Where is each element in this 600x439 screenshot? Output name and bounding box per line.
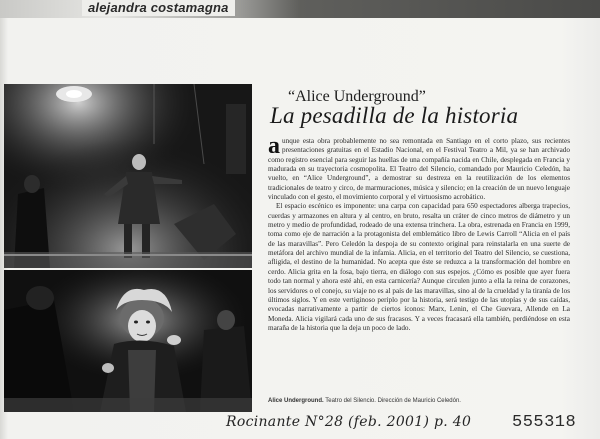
caption-credit: Teatro del Silencio. Dirección de Mauricio Celedón. <box>323 398 461 404</box>
article-body <box>268 133 570 333</box>
paragraph-1 <box>268 133 570 202</box>
author-name: alejandra costamagna <box>82 0 235 16</box>
stage-photo-top <box>4 84 252 268</box>
stage-photo-top-image <box>4 84 252 268</box>
article-headline: La pesadilla de la historia <box>270 103 519 128</box>
photo-caption <box>268 398 570 404</box>
stage-photo-bottom <box>4 270 252 412</box>
drop-cap: a <box>268 133 280 159</box>
archive-stamp-number: 555318 <box>512 413 577 432</box>
caption-title: Alice Underground. <box>268 398 324 404</box>
paragraph-1-text: unque esta obra probablemente no sea remontada en Santiago en el corto plazo, sus recientes presentaciones gratuitas en el Estadio Nacional, en el Festival Teatro a Mil, ya se han archivado como registro esencial para seguir las huellas de una compañía nacida en Chile, desplegada en Francia y madurada en su trayectoria cosmopolita. El Teatro del Silencio, comandado por Mauricio Celedón, ha vuelto, en “Alice Underground”, a demostrar su destreza en la reutilización de los elementos tradicionales de teatro y circo, de marmuraciones, música y silencio; en la creación de un nuevo lenguaje vinculado con el gesto, el movimiento corporal y el virtuosismo acrobático. <box>268 137 570 202</box>
stage-photo-bottom-image <box>4 270 252 412</box>
paragraph-2: El espacio escénico es imponente: una carpa con capacidad para 650 espectadores alberga trapecios, cuerdas y armazones en altura y al centro, en bruto, resalta un cráter de cinco metros de diámetro y un metro y medio de profundidad, rodeado de una extensa trinchera. La obra, estrenada en Francia en 1999, toma como eje de narración a la protagonista del emblemático libro de Lewis Carroll “Alicia en el país de las maravillas”. Pero Celedón la despoja de su contexto original para reinstalarla en una suerte de metáfora del archivo mundial de la infamia. Alicia, en el territorio del Teatro del Silencio, se cuestiona, afligida, el destino de la humanidad. No acepta que éste se reduzca a la transformación del hombre en cerdo. Alicia grita en la fosa, bajo tierra, en diálogo con sus espejos. ¿Cómo es posible que ayer fuera todo tan normal y ahora esté ahí, en esta carnicería? Aunque circulen junto a ella la reina de corazones, los servidores o el conejo, su viaje no es al país de las maravillas, sino al de la crueldad y la tiranía de los últimos siglos. Y en este vertiginoso periplo por la historia, será testigo de las utopías y de sus caídas, evocadas narrativamente a partir de ciertos íconos: Marx, Lenin, el Che Guevara, Allende en La Moneda. Alicia vigilará cada uno de sus fracasos. Y a veces fracasará ella también, perdiéndose en esta maraña de la historia que la deja un poco de lado. <box>268 202 570 332</box>
article-kicker: “Alice Underground” <box>288 88 426 105</box>
handwritten-source-note: Rocinante N°28 (feb. 2001) p. 40 <box>226 414 472 430</box>
